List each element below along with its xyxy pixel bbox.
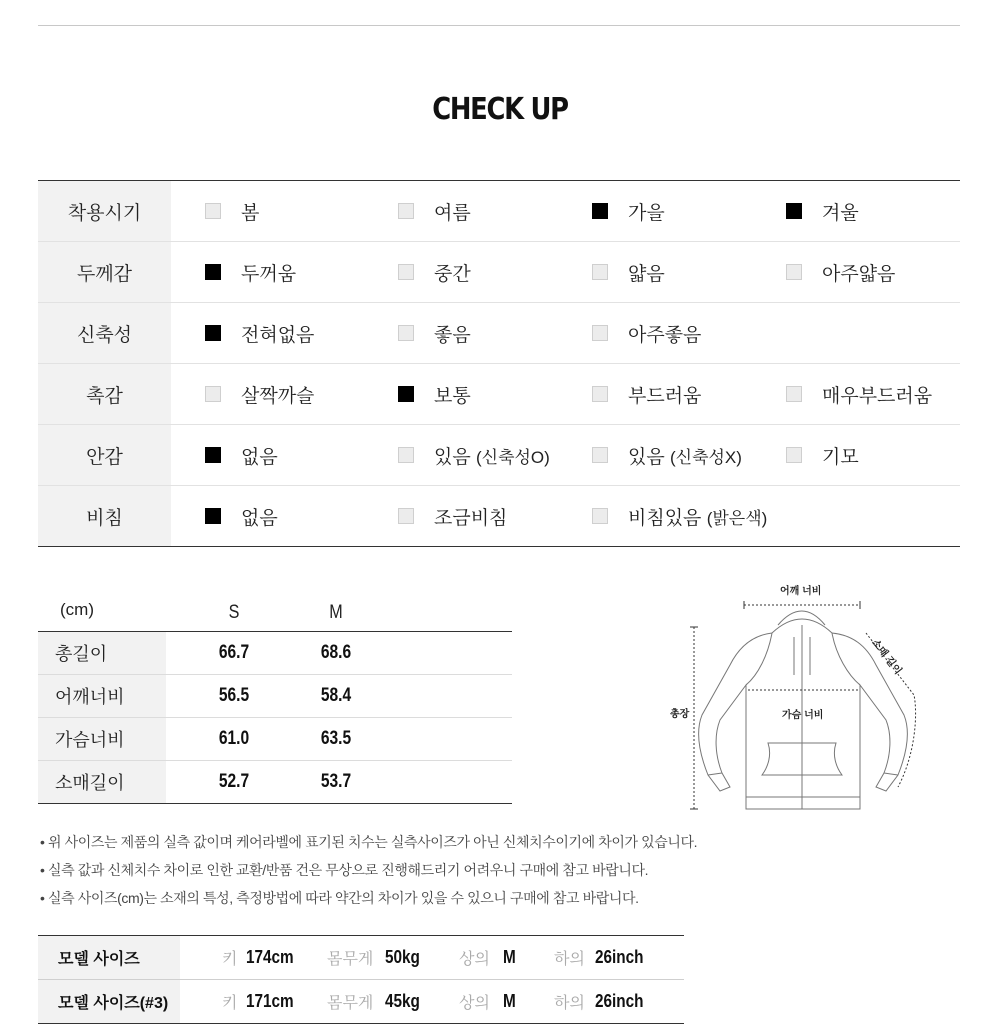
unit-label: (cm) bbox=[60, 600, 94, 619]
checked-box-icon bbox=[205, 447, 221, 463]
option-label bbox=[628, 503, 767, 530]
option-text: 있음 bbox=[628, 446, 665, 468]
unchecked-box-icon bbox=[592, 447, 608, 463]
check-row-label: 착용시기 bbox=[38, 181, 171, 241]
check-row bbox=[38, 303, 960, 364]
option-text: 얇음 bbox=[628, 263, 665, 285]
total-length-label: 총장 bbox=[670, 709, 690, 720]
option-text: 있음 bbox=[434, 446, 471, 468]
top-key: 상의 bbox=[459, 995, 490, 1012]
check-option bbox=[592, 364, 701, 424]
note-item: • 위 사이즈는 제품의 실측 값이며 케어라벨에 표기된 치수는 실측사이즈가 아닌 신체치수이기에 차이가 있습니다. bbox=[40, 832, 740, 860]
option-label bbox=[434, 320, 471, 347]
option-text: 전혀없음 bbox=[241, 324, 315, 346]
row-label: 소매길이 bbox=[38, 761, 166, 803]
check-option bbox=[786, 364, 932, 424]
option-text: 겨울 bbox=[822, 202, 859, 224]
check-row bbox=[38, 181, 960, 242]
model-row bbox=[38, 980, 684, 1024]
value-m: 58.4 bbox=[320, 685, 352, 706]
height-value: 171cm bbox=[246, 991, 294, 1011]
option-text: 두꺼움 bbox=[241, 263, 297, 285]
unchecked-box-icon bbox=[398, 325, 414, 341]
table-row bbox=[38, 632, 512, 675]
value-m: 53.7 bbox=[320, 771, 352, 792]
value-s: 61.0 bbox=[218, 728, 250, 749]
check-option bbox=[205, 303, 314, 363]
option-label bbox=[434, 442, 550, 469]
unchecked-box-icon bbox=[786, 386, 802, 402]
check-row-label: 촉감 bbox=[38, 364, 171, 424]
row-label: 가슴너비 bbox=[38, 718, 166, 760]
check-row-label: 비침 bbox=[38, 486, 171, 546]
option-label bbox=[241, 198, 259, 225]
top-divider bbox=[38, 25, 960, 26]
checked-box-icon bbox=[592, 203, 608, 219]
option-label bbox=[628, 442, 742, 469]
check-option bbox=[592, 425, 742, 485]
page-title: CHECK UP bbox=[432, 92, 568, 127]
weight-value: 45kg bbox=[385, 991, 420, 1011]
check-up-table bbox=[38, 180, 960, 547]
unchecked-box-icon bbox=[786, 264, 802, 280]
option-label bbox=[434, 198, 471, 225]
check-row bbox=[38, 425, 960, 486]
unchecked-box-icon bbox=[786, 447, 802, 463]
check-row bbox=[38, 242, 960, 303]
weight-value: 50kg bbox=[385, 947, 420, 967]
value-m: 63.5 bbox=[320, 728, 352, 749]
check-row-label: 두께감 bbox=[38, 242, 171, 302]
size-table-header bbox=[38, 592, 512, 632]
option-text: 여름 bbox=[434, 202, 471, 224]
bottom-value: 26inch bbox=[595, 991, 644, 1011]
check-option bbox=[786, 242, 895, 302]
option-text: 조금비침 bbox=[434, 507, 508, 529]
table-row bbox=[38, 761, 512, 804]
option-text: 중간 bbox=[434, 263, 471, 285]
checked-box-icon bbox=[398, 386, 414, 402]
unchecked-box-icon bbox=[398, 203, 414, 219]
checked-box-icon bbox=[205, 325, 221, 341]
sleeve-length-label: 소매 길이 bbox=[869, 637, 904, 677]
unchecked-box-icon bbox=[592, 508, 608, 524]
height-key: 키 bbox=[222, 951, 238, 968]
check-option bbox=[398, 364, 471, 424]
option-label bbox=[628, 198, 665, 225]
check-row bbox=[38, 486, 960, 546]
table-row bbox=[38, 718, 512, 761]
option-text: 매우부드러움 bbox=[822, 385, 933, 407]
check-option bbox=[398, 486, 507, 546]
value-s: 56.5 bbox=[218, 685, 250, 706]
chest-width-label: 가슴 너비 bbox=[782, 710, 824, 721]
option-text: 없음 bbox=[241, 446, 278, 468]
check-option bbox=[398, 303, 471, 363]
option-text: 아주좋음 bbox=[628, 324, 702, 346]
unchecked-box-icon bbox=[205, 203, 221, 219]
bottom-value: 26inch bbox=[595, 947, 644, 967]
top-value: M bbox=[503, 947, 516, 967]
check-option bbox=[205, 425, 278, 485]
bottom-key: 하의 bbox=[554, 995, 585, 1012]
option-label bbox=[628, 259, 665, 286]
option-subtext: (밝은색) bbox=[706, 508, 768, 528]
weight-key: 몸무게 bbox=[327, 995, 374, 1012]
option-label bbox=[241, 503, 278, 530]
shoulder-width-label: 어깨 너비 bbox=[780, 586, 822, 597]
check-option bbox=[398, 425, 550, 485]
unchecked-box-icon bbox=[592, 386, 608, 402]
row-label: 총길이 bbox=[38, 632, 166, 674]
unchecked-box-icon bbox=[398, 508, 414, 524]
check-option bbox=[398, 242, 471, 302]
option-text: 보통 bbox=[434, 385, 471, 407]
check-option bbox=[786, 425, 859, 485]
option-label bbox=[434, 503, 507, 530]
option-label bbox=[822, 259, 895, 286]
check-option bbox=[205, 181, 259, 241]
option-label bbox=[628, 381, 701, 408]
note-item: • 실측 사이즈(cm)는 소재의 특성, 측정방법에 따라 약간의 차이가 있을 수 있으니 구매에 참고 바랍니다. bbox=[40, 888, 740, 916]
value-s: 52.7 bbox=[218, 771, 250, 792]
option-label bbox=[628, 320, 701, 347]
option-label bbox=[241, 442, 278, 469]
option-label bbox=[241, 259, 296, 286]
weight-key: 몸무게 bbox=[327, 951, 374, 968]
option-text: 부드러움 bbox=[628, 385, 702, 407]
height-value: 174cm bbox=[246, 947, 294, 967]
check-option bbox=[205, 242, 296, 302]
check-option bbox=[592, 486, 767, 546]
check-row-label: 안감 bbox=[38, 425, 171, 485]
option-text: 비침있음 bbox=[628, 507, 702, 529]
size-notes bbox=[40, 832, 740, 916]
note-item: • 실측 값과 신체치수 차이로 인한 교환/반품 건은 무상으로 진행해드리기 어려우니 구매에 참고 바랍니다. bbox=[40, 860, 740, 888]
check-option bbox=[205, 486, 278, 546]
option-label bbox=[434, 381, 471, 408]
option-text: 살짝까슬 bbox=[241, 385, 315, 407]
check-option bbox=[786, 181, 859, 241]
height-key: 키 bbox=[222, 995, 238, 1012]
unchecked-box-icon bbox=[592, 264, 608, 280]
option-subtext: (신축성O) bbox=[476, 447, 550, 467]
model-label: 모델 사이즈 bbox=[38, 936, 180, 979]
size-table bbox=[38, 592, 512, 804]
size-header-m: M bbox=[329, 602, 343, 623]
option-text: 없음 bbox=[241, 507, 278, 529]
check-option bbox=[205, 364, 314, 424]
checked-box-icon bbox=[786, 203, 802, 219]
model-size-table bbox=[38, 935, 684, 1024]
model-label: 모델 사이즈(#3) bbox=[38, 980, 180, 1023]
option-label bbox=[241, 381, 314, 408]
option-label bbox=[241, 320, 314, 347]
option-label bbox=[822, 198, 859, 225]
unchecked-box-icon bbox=[592, 325, 608, 341]
check-option bbox=[398, 181, 471, 241]
size-header-s: S bbox=[228, 602, 240, 623]
option-label bbox=[434, 259, 471, 286]
unchecked-box-icon bbox=[205, 386, 221, 402]
hoodie-illustration bbox=[660, 575, 960, 825]
option-subtext: (신축성X) bbox=[670, 447, 742, 467]
check-row bbox=[38, 364, 960, 425]
option-label bbox=[822, 442, 859, 469]
option-text: 아주얇음 bbox=[822, 263, 896, 285]
checked-box-icon bbox=[205, 264, 221, 280]
unchecked-box-icon bbox=[398, 447, 414, 463]
model-row bbox=[38, 936, 684, 980]
checked-box-icon bbox=[205, 508, 221, 524]
hoodie-measurement-diagram bbox=[660, 575, 960, 825]
value-s: 66.7 bbox=[218, 642, 250, 663]
value-m: 68.6 bbox=[320, 642, 352, 663]
row-label: 어깨너비 bbox=[38, 675, 166, 717]
option-text: 좋음 bbox=[434, 324, 471, 346]
check-row-label: 신축성 bbox=[38, 303, 171, 363]
check-option bbox=[592, 303, 701, 363]
option-text: 가을 bbox=[628, 202, 665, 224]
unchecked-box-icon bbox=[398, 264, 414, 280]
check-option bbox=[592, 181, 665, 241]
check-option bbox=[592, 242, 665, 302]
option-label bbox=[822, 381, 932, 408]
bottom-key: 하의 bbox=[554, 951, 585, 968]
option-text: 기모 bbox=[822, 446, 859, 468]
table-row bbox=[38, 675, 512, 718]
top-key: 상의 bbox=[459, 951, 490, 968]
option-text: 봄 bbox=[241, 202, 260, 224]
top-value: M bbox=[503, 991, 516, 1011]
